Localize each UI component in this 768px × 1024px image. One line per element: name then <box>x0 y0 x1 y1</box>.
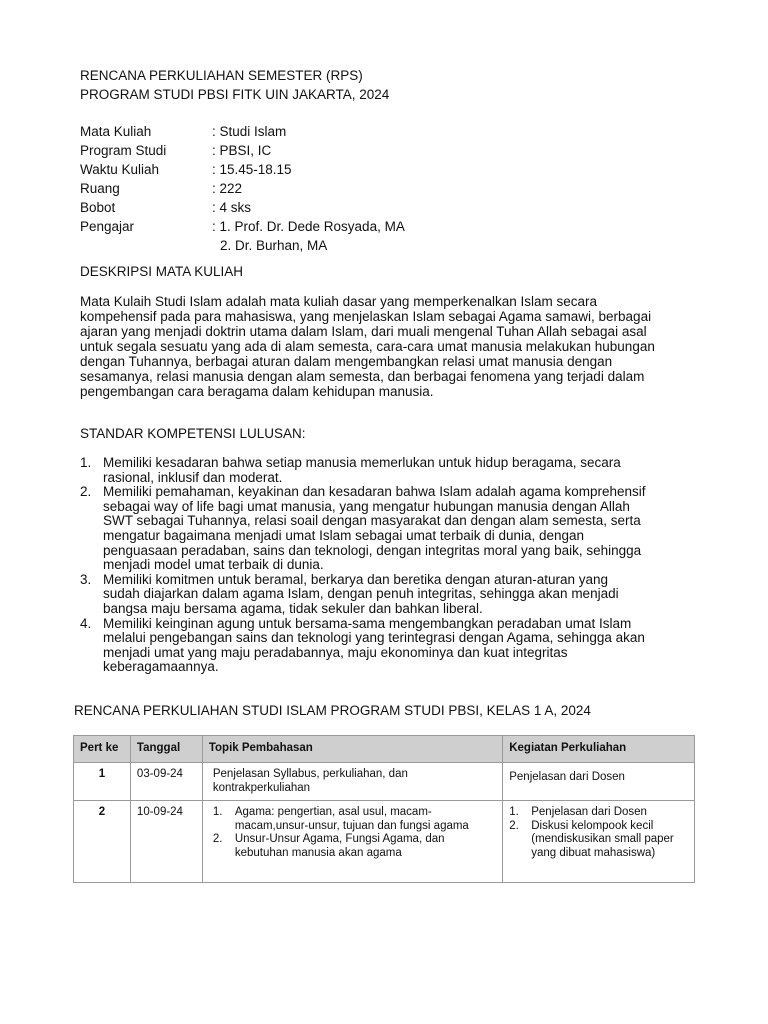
info-value: : 1. Prof. Dr. Dede Rosyada, MA <box>212 219 405 234</box>
list-number: 2. <box>509 819 519 832</box>
info-label: Ruang <box>80 181 120 196</box>
list-item <box>213 806 496 833</box>
cell-topik <box>202 801 502 883</box>
cell-pert: 1 <box>74 763 131 801</box>
info-value: : PBSI, IC <box>212 143 272 158</box>
info-row <box>80 160 405 179</box>
list-number: 1. <box>212 806 223 818</box>
list-text: Unsur-Unsur Agama, Fungsi Agama, dan kebutuhan manusia akan agama <box>234 833 445 859</box>
list-line: melalui pengebangan sains dan teknologi yang terintegrasi dengan Agama, sehingga akan <box>103 630 645 646</box>
cell-kegiatan <box>503 801 695 883</box>
title-line-1: RENCANA PERKULIAHAN SEMESTER (RPS) <box>80 68 363 83</box>
list-number: 1. <box>80 455 92 470</box>
list-item <box>509 820 688 861</box>
column-header: Topik Pembahasan <box>202 736 502 763</box>
cell-kegiatan: Penjelasan dari Dosen <box>503 763 695 801</box>
list-text: Penjelasan dari Dosen <box>531 806 647 818</box>
list-item <box>80 456 695 485</box>
info-label: Bobot <box>80 200 116 215</box>
list-line: Memiliki pemahaman, keyakinan dan kesadaran bahwa Islam adalah agama komprehensif <box>103 484 646 500</box>
table-header-row <box>74 736 695 763</box>
schedule-table <box>73 735 695 883</box>
list-item <box>80 617 695 675</box>
list-line: keberagamaannya. <box>103 659 219 675</box>
list-line: rasional, inklusif dan moderat. <box>103 469 283 485</box>
list-line: sebagai way of life bagi umat manusia, yang mengatur hubungan manusia dengan Allah <box>103 498 630 514</box>
list-line: penguasaan peradaban, sains dan teknologi, dengan integritas moral yang baik, sehingga <box>103 542 642 558</box>
list-item <box>213 833 496 860</box>
info-row <box>80 141 405 160</box>
list-line: menjadi model umat terbaik di dunia. <box>103 557 324 573</box>
info-label: Waktu Kuliah <box>80 162 160 177</box>
info-row <box>80 217 405 236</box>
list-item <box>80 573 695 617</box>
skl-heading: STANDAR KOMPETENSI LULUSAN: <box>80 426 306 441</box>
paragraph-line: untuk segala sesuatu yang ada di alam semesta, cara-cara umat manusia melakukan hubungan <box>80 339 655 354</box>
paragraph-line: ajaran yang menjadi doktrin utama dalam Islam, dari muali mengenal Tuhan Allah sebagai asal <box>80 324 647 339</box>
list-line: Memiliki keinginan agung untuk bersama-sama mengembangkan peradaban umat Islam <box>103 615 632 631</box>
list-number: 3. <box>80 571 92 587</box>
paragraph-line: pengembangan cara beragama dalam kehidupan manusia. <box>80 384 434 399</box>
list-line: Memiliki komitmen untuk beramal, berkarya dan beretika dengan aturan-aturan yang <box>103 571 609 587</box>
paragraph-line: dengan Tuhannya, berbagai aturan dalam mengembangkan relasi umat manusia dengan <box>80 354 613 369</box>
list-line: mengatur bagaimana menjadi umat Islam sebagai umat terbaik di dunia, dengan <box>103 527 585 543</box>
info-value: : 4 sks <box>212 200 252 215</box>
info-label: Pengajar <box>80 219 135 234</box>
table-heading: RENCANA PERKULIAHAN STUDI ISLAM PROGRAM STUDI PBSI, KELAS 1 A, 2024 <box>74 703 591 718</box>
list-item <box>509 806 688 820</box>
list-number: 1. <box>509 806 519 818</box>
deskripsi-paragraph <box>80 294 690 399</box>
title-line-2: PROGRAM STUDI PBSI FITK UIN JAKARTA, 2024 <box>80 87 390 102</box>
column-header: Pert ke <box>74 736 131 763</box>
info-label: Mata Kuliah <box>80 124 152 139</box>
list-line: Memiliki kesadaran bahwa setiap manusia memerlukan untuk hidup beragama, secara <box>103 455 621 470</box>
topik-list <box>213 806 496 860</box>
document-title <box>80 66 389 104</box>
info-value: : 15.45-18.15 <box>212 162 292 177</box>
paragraph-line: sesamanya, relasi manusia dengan alam semesta, dan berbagai fenomena yang terjadi dalam <box>80 369 645 384</box>
skl-list <box>80 456 695 675</box>
info-label: Program Studi <box>80 143 167 158</box>
table-row <box>74 763 695 801</box>
cell-topik: Penjelasan Syllabus, perkuliahan, dan kontrakperkuliahan <box>202 763 502 801</box>
paragraph-line: kompehensif pada para mahasiswa, yang menjelaskan Islam sebagai Agama samawi, berbagai <box>80 309 652 324</box>
table-row <box>74 801 695 883</box>
column-header: Tanggal <box>130 736 202 763</box>
info-row <box>80 122 405 141</box>
list-number: 2. <box>80 484 92 500</box>
cell-tanggal: 03-09-24 <box>130 763 202 801</box>
list-item <box>80 485 695 573</box>
deskripsi-heading: DESKRIPSI MATA KULIAH <box>80 264 244 279</box>
info-row <box>80 236 405 255</box>
list-number: 2. <box>212 833 223 845</box>
list-line: menjadi umat yang maju peradabannya, maju ekonominya dan kuat integritas <box>103 644 568 660</box>
info-row <box>80 179 405 198</box>
info-value: : Studi Islam <box>212 124 287 139</box>
list-text: Agama: pengertian, asal usul, macam-macam,unsur-unsur, tujuan dan fungsi agama <box>234 806 469 832</box>
info-label <box>80 236 212 255</box>
kegiatan-list <box>509 806 688 860</box>
info-value: 2. Dr. Burhan, MA <box>220 238 328 253</box>
list-text: Diskusi kelompook kecil (mendiskusikan small paper yang dibuat mahasiswa) <box>531 819 674 859</box>
cell-pert: 2 <box>74 801 131 883</box>
info-value: : 222 <box>212 181 243 196</box>
list-number: 4. <box>80 615 92 631</box>
list-line: bangsa maju bersama agama, tidak sekuler dan bahkan liberal. <box>103 600 483 616</box>
list-line: sudah diajarkan dalam agama Islam, dengan penuh integritas, sehingga akan menjadi <box>103 586 619 602</box>
cell-tanggal: 10-09-24 <box>130 801 202 883</box>
info-row <box>80 198 405 217</box>
paragraph-line: Mata Kulaih Studi Islam adalah mata kuliah dasar yang memperkenalkan Islam secara <box>80 294 598 309</box>
course-info <box>80 122 405 255</box>
list-line: SWT sebagai Tuhannya, relasi soail dengan masyarakat dan dengan alam semesta, serta <box>103 513 641 529</box>
column-header: Kegiatan Perkuliahan <box>503 736 695 763</box>
